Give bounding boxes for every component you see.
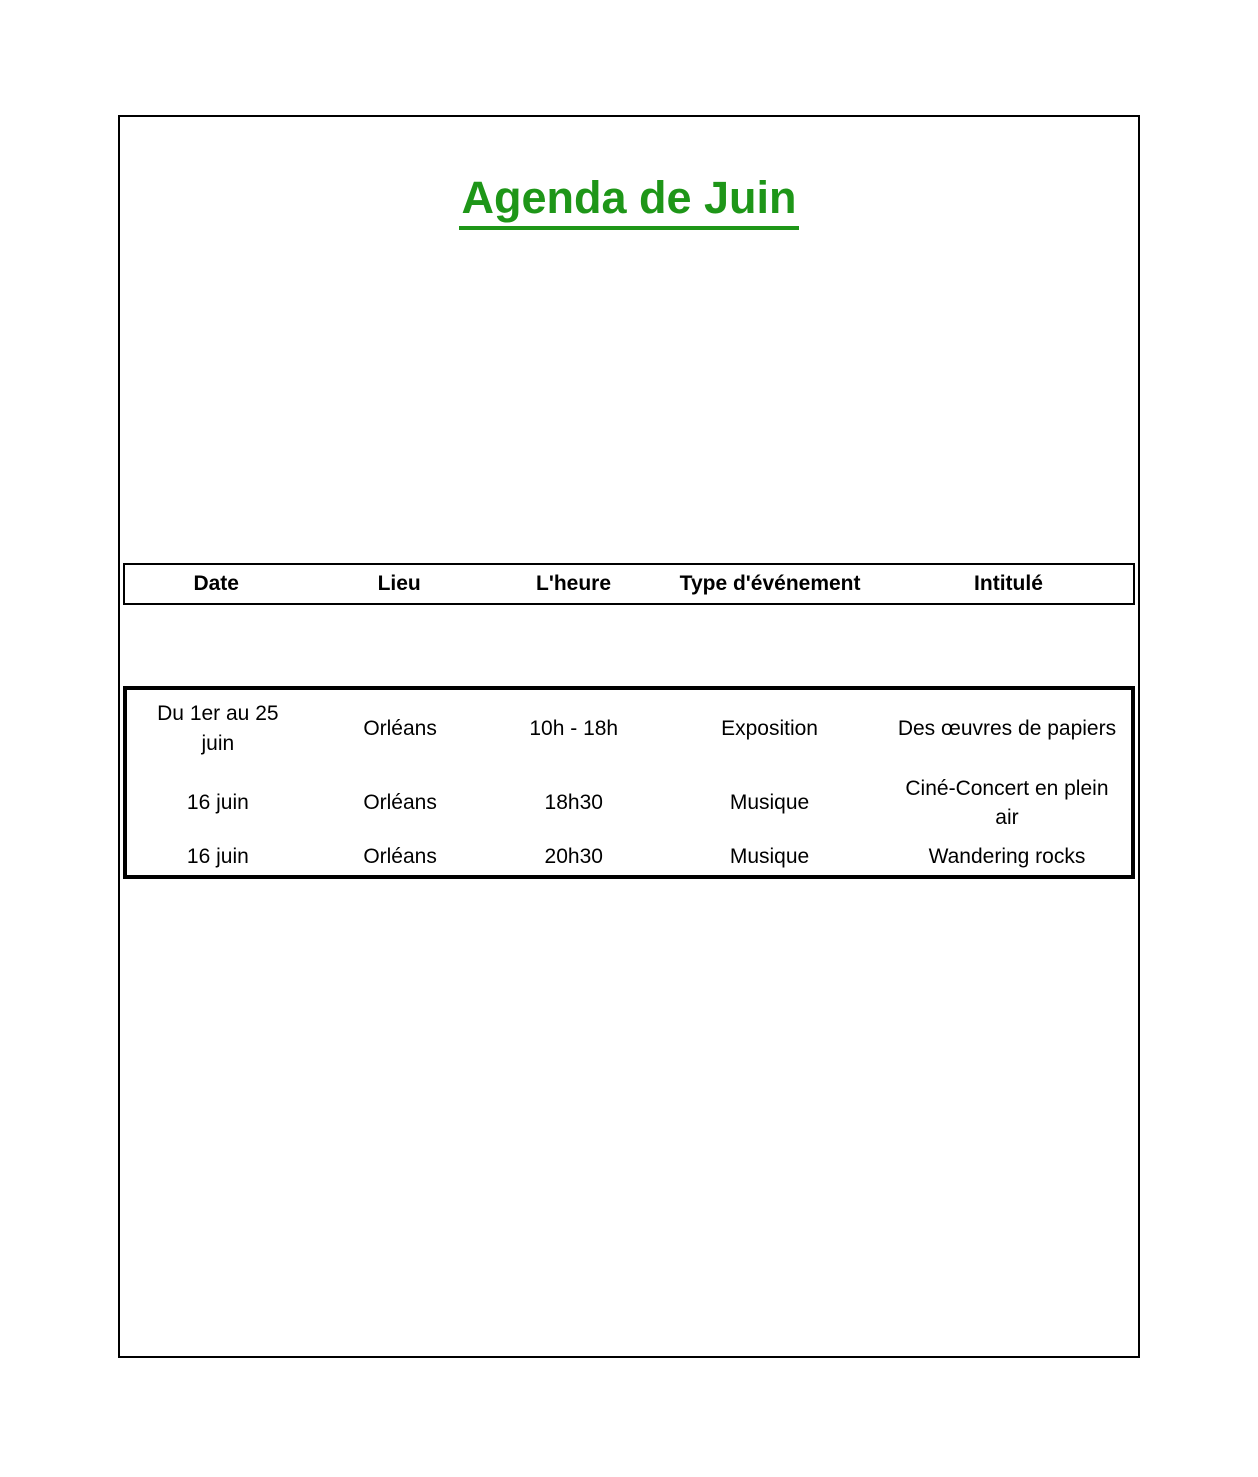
table-cell-type: Exposition (721, 716, 818, 740)
column-header-intitule: Intitulé (974, 572, 1043, 596)
document-page (118, 115, 1140, 1358)
table-row (127, 839, 1131, 875)
title-container (120, 172, 1138, 230)
table-cell-lieu: Orléans (363, 791, 437, 815)
column-header-lieu: Lieu (377, 572, 421, 596)
table-cell-intitule (883, 690, 1131, 767)
cell-text: Ciné-Concert en plein air (905, 776, 1109, 829)
table-cell-type: Musique (729, 845, 810, 869)
table-cell-intitule (883, 839, 1131, 875)
cell-text: Des œuvres de papiers (897, 716, 1117, 740)
table-row (127, 767, 1131, 839)
cell-text: Wandering rocks (928, 845, 1086, 869)
cell-text: Du 1er au 25 juin (157, 702, 279, 755)
table-row (127, 690, 1131, 767)
table-header-row (123, 563, 1135, 605)
table-cell-lieu: Orléans (363, 716, 437, 740)
table-cell-date (127, 767, 309, 839)
column-header-date: Date (193, 572, 239, 596)
cell-text: 16 juin (186, 791, 249, 815)
table-cell-date (127, 690, 309, 767)
table-cell-date (127, 839, 309, 875)
column-header-type-evenement: Type d'événement (679, 572, 861, 596)
table-cell-heure: 18h30 (544, 791, 603, 815)
table-cell-intitule (883, 767, 1131, 839)
table-cell-lieu: Orléans (363, 845, 437, 869)
table-cell-heure: 20h30 (544, 845, 603, 869)
table-cell-heure: 10h - 18h (529, 716, 619, 740)
column-header-heure: L'heure (536, 572, 612, 596)
page-title: Agenda de Juin (459, 172, 798, 230)
cell-text: 16 juin (186, 845, 249, 869)
table-cell-type: Musique (729, 791, 810, 815)
events-table (123, 686, 1135, 879)
